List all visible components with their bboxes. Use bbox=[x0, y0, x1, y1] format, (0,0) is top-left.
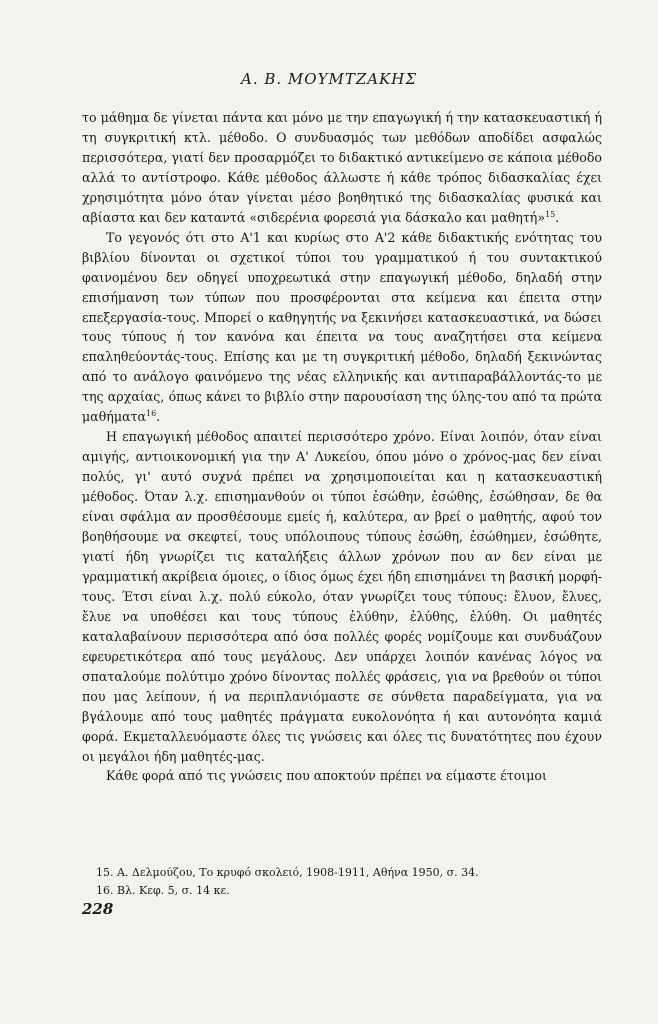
paragraph-text: Η επαγωγική μέθοδος απαιτεί περισσότερο χρόνο. Είναι λοιπόν, όταν είναι αμιγής, αντιοικονομική για την Α' Λυκείου, όπου μόνο ο χρόνος-μας δεν είναι πολύς, γι' αυτό συχνά πρέπει να χρησιμοποιείται και η κατασκευαστική μέθοδος. Όταν λ.χ. επισημανθούν οι τύποι ἐσώθην, ἐσώθης, ἐσώθησαν, δε θα είναι σφάλμα αν προσθέσουμε εμείς ή, καλύτερα, αν βρεί ο μαθητής, αφού τον βοηθήσουμε να σκεφτεί, τους υπόλοιπους τύπους ἐσώθη, ἐσώθημεν, ἐσώθητε, γιατί ήδη γνωρίζει τις καταλήξεις άλλων χρόνων που αν δεν είναι με γραμματική ακρίβεια όμοιες, ο ίδιος όμως έχει ήδη επισημάνει τη βασική μορφή-τους. Έτσι είναι λ.χ. πολύ εύκολο, όταν γνωρίζει τους τύπους: ἔλυον, ἔλυες, ἔλυε να υποθέσει και τους τύπους ἐλύθην, ἐλύθης, ἐλύθη. Οι μαθητές καταλαβαίνουν περισσότερα από όσα πολλές φορές νομίζουμε και συνδυάζουν εφευρετικότερα από τους μεγάλους. Δεν υπάρχει λοιπόν κανένας λόγος να σπαταλούμε πολύτιμο χρόνο δίνοντας πολλές φράσεις, για να βρεθούν οι τύποι που μας λείπουν, ή να περιπλανιόμαστε σε σύνθετα παραδείγματα, για να βγάλουμε από τους μαθητές πράγματα ευκολονόητα ή και αυτονόητα καμιά φορά. Εκμεταλλευόμαστε όλες τις γνώσεις και όλες τις δυνατότητες που έχουν οι μεγάλοι ήδη μαθητές-μας. bbox=[82, 429, 602, 764]
paragraph-2 bbox=[82, 228, 602, 428]
paragraph-text: το μάθημα δε γίνεται πάντα και μόνο με την επαγωγική ή την κατασκευαστική ή τη συγκριτική κτλ. μέθοδο. Ο συνδυασμός των μεθόδων αποδίδει ασφαλώς περισσότερα, γιατί δεν προσαρμόζει το διδακτικό αντικείμενο σε κάποια μέθοδο αλλά το αντίστροφο. Κάθε μέθοδος άλλωστε ή κάθε τρόπος διδασκαλίας έχει χρησιμότητα μόνο όταν γίνεται μέσο βοηθητικό της διδασκαλίας φυσικά και αβίαστα και δεν καταντά «σιδερένια φορεσιά για δάσκαλο και μαθητή» bbox=[82, 110, 602, 225]
footnote-ref-16: 16 bbox=[145, 409, 157, 419]
page-number: 228 bbox=[82, 900, 114, 918]
paragraph-text: Κάθε φορά από τις γνώσεις που αποκτούν πρέπει να είμαστε έτοιμοι bbox=[106, 768, 547, 784]
paragraph-3 bbox=[82, 427, 602, 766]
paragraph-tail: . bbox=[555, 209, 560, 225]
footnote-15: 15. Α. Δελμούζου, Το κρυφό σκολειό, 1908-1911, Αθήνα 1950, σ. 34. bbox=[96, 866, 479, 879]
footnotes bbox=[96, 864, 596, 900]
paragraph-4 bbox=[82, 766, 602, 786]
body-text bbox=[82, 108, 602, 786]
footnote-ref-15: 15 bbox=[545, 209, 556, 219]
paragraph-tail: . bbox=[156, 409, 161, 425]
footnote-16: 16. Βλ. Κεφ. 5, σ. 14 κε. bbox=[96, 884, 230, 897]
paragraph-text: Το γεγονός ότι στο Α'1 και κυρίως στο Α'2 κάθε διδακτικής ενότητας του βιβλίου δίνονται οι σχετικοί τύποι του γραμματικού ή του συντακτικού φαινομένου δεν οδηγεί υποχρεωτικά στην επαγωγική μέθοδο, δηλαδή στην επισήμανση των τύπων που προσφέρονται στα κείμενα και έπειτα στην επεξεργασία-τους. Μπορεί ο καθηγητής να ξεκινήσει κατασκευαστικά, να δώσει τους τύπους ή τον κανόνα και έπειτα να τους αναζητήσει στα κείμενα επαληθεύοντάς-τους. Επίσης και με τη συγκριτική μέθοδο, δηλαδή ξεκινώντας από το ανάλογο φαινόμενο της νέας ελληνικής και αντιπαραβάλλοντάς-το με της αρχαίας, όπως κάνει το βιβλίο στην παρουσίαση της ύλης-του από τα πρώτα μαθήματα bbox=[82, 229, 602, 425]
paragraph-1 bbox=[82, 108, 602, 228]
running-header: Α. Β. ΜΟΥΜΤΖΑΚΗΣ bbox=[241, 70, 417, 88]
